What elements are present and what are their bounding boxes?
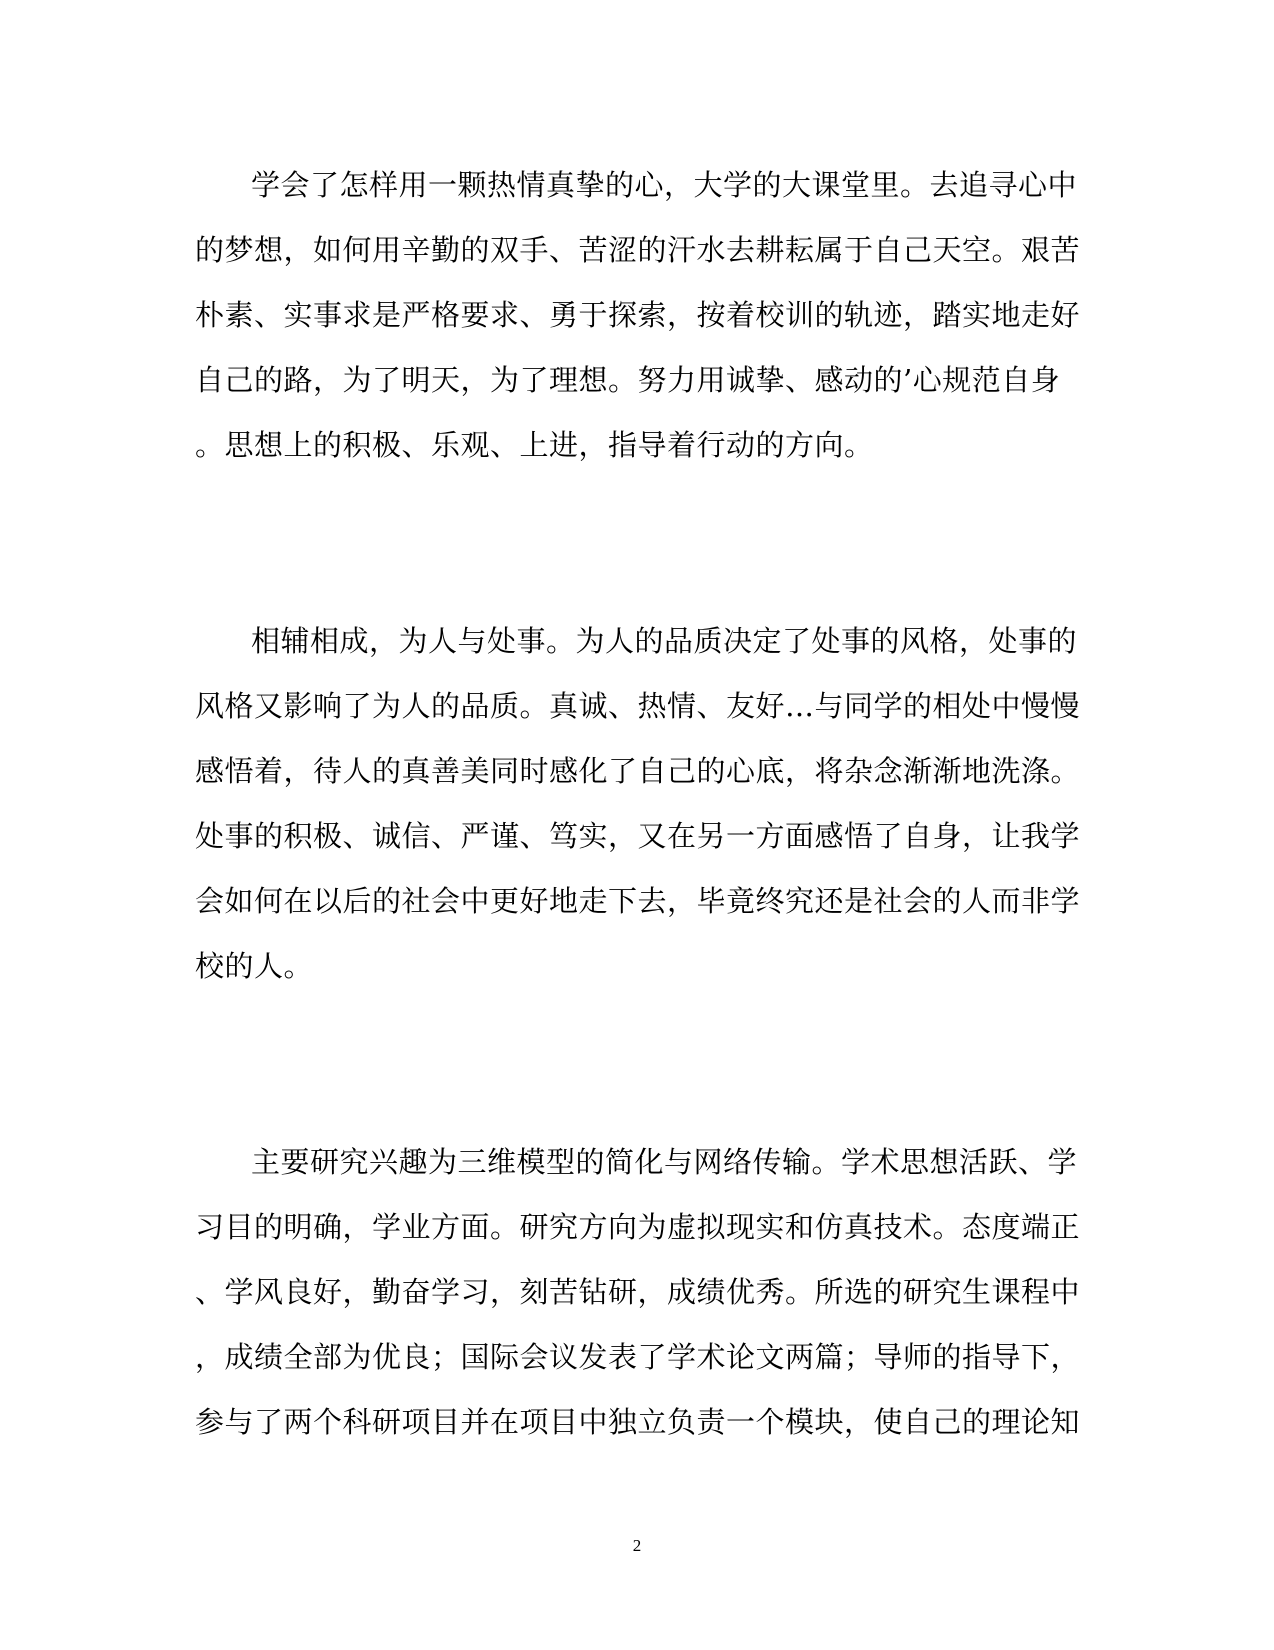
paragraph-2-line-6: 校的人。 [195, 949, 314, 983]
paragraph-1-line-5: 。思想上的积极、乐观、上进，指导着行动的方向。 [195, 428, 874, 462]
paragraph-2-line-5: 会如何在以后的社会中更好地走下去，毕竟终究还是社会的人而非学 [195, 884, 1081, 918]
paragraph-2-line-3: 感悟着，待人的真善美同时感化了自己的心底，将杂念渐渐地洗涤。 [195, 754, 1081, 788]
paragraph-3-line-4: ，成绩全部为优良；国际会议发表了学术论文两篇；导师的指导下， [195, 1340, 1081, 1374]
paragraph-1-line-3: 朴素、实事求是严格要求、勇于探索，按着校训的轨迹，踏实地走好 [195, 298, 1081, 332]
paragraph-1-line-4: 自己的路，为了明天，为了理想。努力用诚挚、感动的’心规范自身 [195, 363, 1061, 397]
paragraph-2-line-2: 风格又影响了为人的品质。真诚、热情、友好…与同学的相处中慢慢 [195, 689, 1081, 723]
paragraph-2-line-4: 处事的积极、诚信、严谨、笃实，又在另一方面感悟了自身，让我学 [195, 819, 1081, 853]
paragraph-3-line-1: 主要研究兴趣为三维模型的简化与网络传输。学术思想活跃、学 [251, 1145, 1078, 1179]
paragraph-3-line-3: 、学风良好，勤奋学习，刻苦钻研，成绩优秀。所选的研究生课程中 [195, 1275, 1081, 1309]
paragraph-1-line-2: 的梦想，如何用辛勤的双手、苦涩的汗水去耕耘属于自己天空。艰苦 [195, 233, 1081, 267]
paragraph-3-line-5: 参与了两个科研项目并在项目中独立负责一个模块，使自己的理论知 [195, 1405, 1081, 1439]
page-number: 2 [632, 1536, 642, 1555]
paragraph-2-line-1: 相辅相成，为人与处事。为人的品质决定了处事的风格，处事的 [251, 624, 1078, 658]
paragraph-1-line-1: 学会了怎样用一颗热情真挚的心，大学的大课堂里。去追寻心中 [251, 168, 1078, 202]
paragraph-3-line-2: 习目的明确，学业方面。研究方向为虚拟现实和仿真技术。态度端正 [195, 1210, 1081, 1244]
